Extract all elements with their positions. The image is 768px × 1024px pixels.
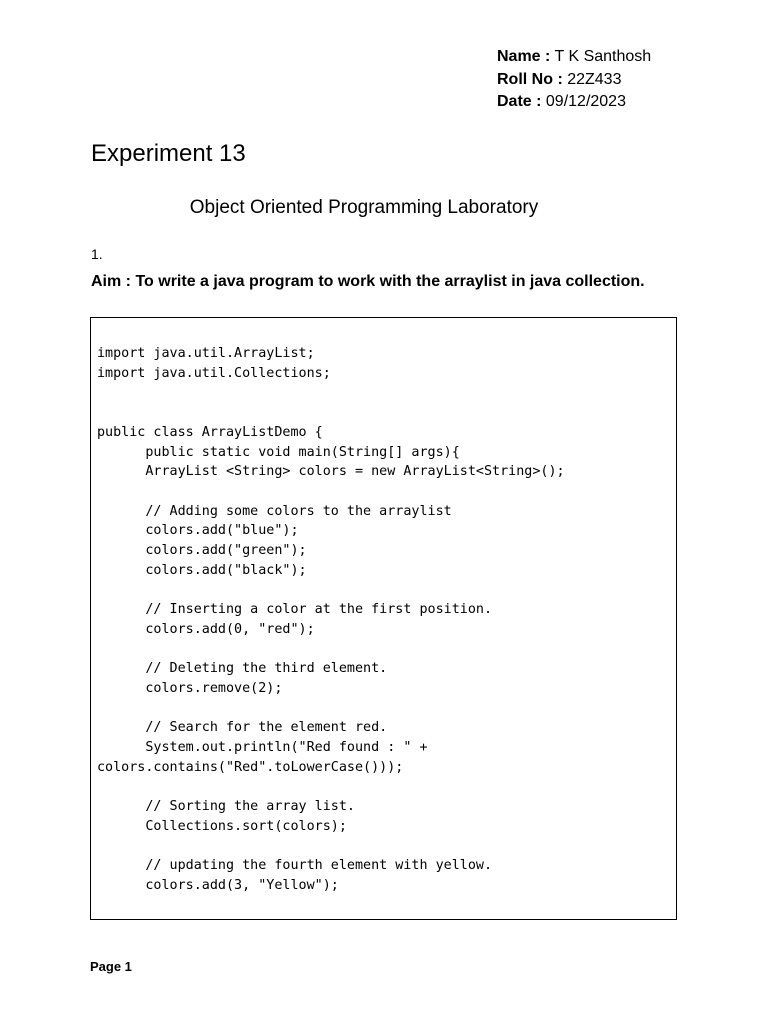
question-number: 1.	[91, 246, 103, 262]
code-box	[90, 317, 677, 920]
roll-value: 22Z433	[562, 70, 622, 88]
course-subtitle: Object Oriented Programming Laboratory	[189, 197, 539, 218]
name-label: Name :	[497, 48, 551, 65]
date-label: Date :	[497, 93, 542, 110]
roll-row	[497, 69, 651, 92]
roll-label: Roll No :	[497, 70, 563, 88]
code-listing: import java.util.ArrayList; import java.util.Collections; public class ArrayListDemo { public static void main(String[] args){ ArrayList <String> colors = new ArrayList<String>(); // Adding some colors to the arraylist colors.add("blue"); colors.add("green"); colors.add("black"); // Inserting a color at the first position. colors.add(0, "red"); // Deleting the third element. colors.remove(2); // Search for the element red. System.out.println("Red found : " + colors.contains("Red".toLowerCase())); // Sorting the array list. Collections.sort(colors); // updating the fourth element with yellow. colors.add(3, "Yellow");	[97, 346, 565, 893]
date-value: 09/12/2023	[541, 93, 626, 110]
aim-statement: Aim : To write a java program to work with the arraylist in java collection.	[91, 273, 645, 290]
page-title: Experiment 13	[91, 140, 246, 167]
name-row	[497, 46, 651, 69]
name-value: T K Santhosh	[550, 48, 652, 65]
date-row	[497, 91, 651, 114]
page-number: Page 1	[90, 959, 132, 974]
student-info	[497, 46, 651, 114]
